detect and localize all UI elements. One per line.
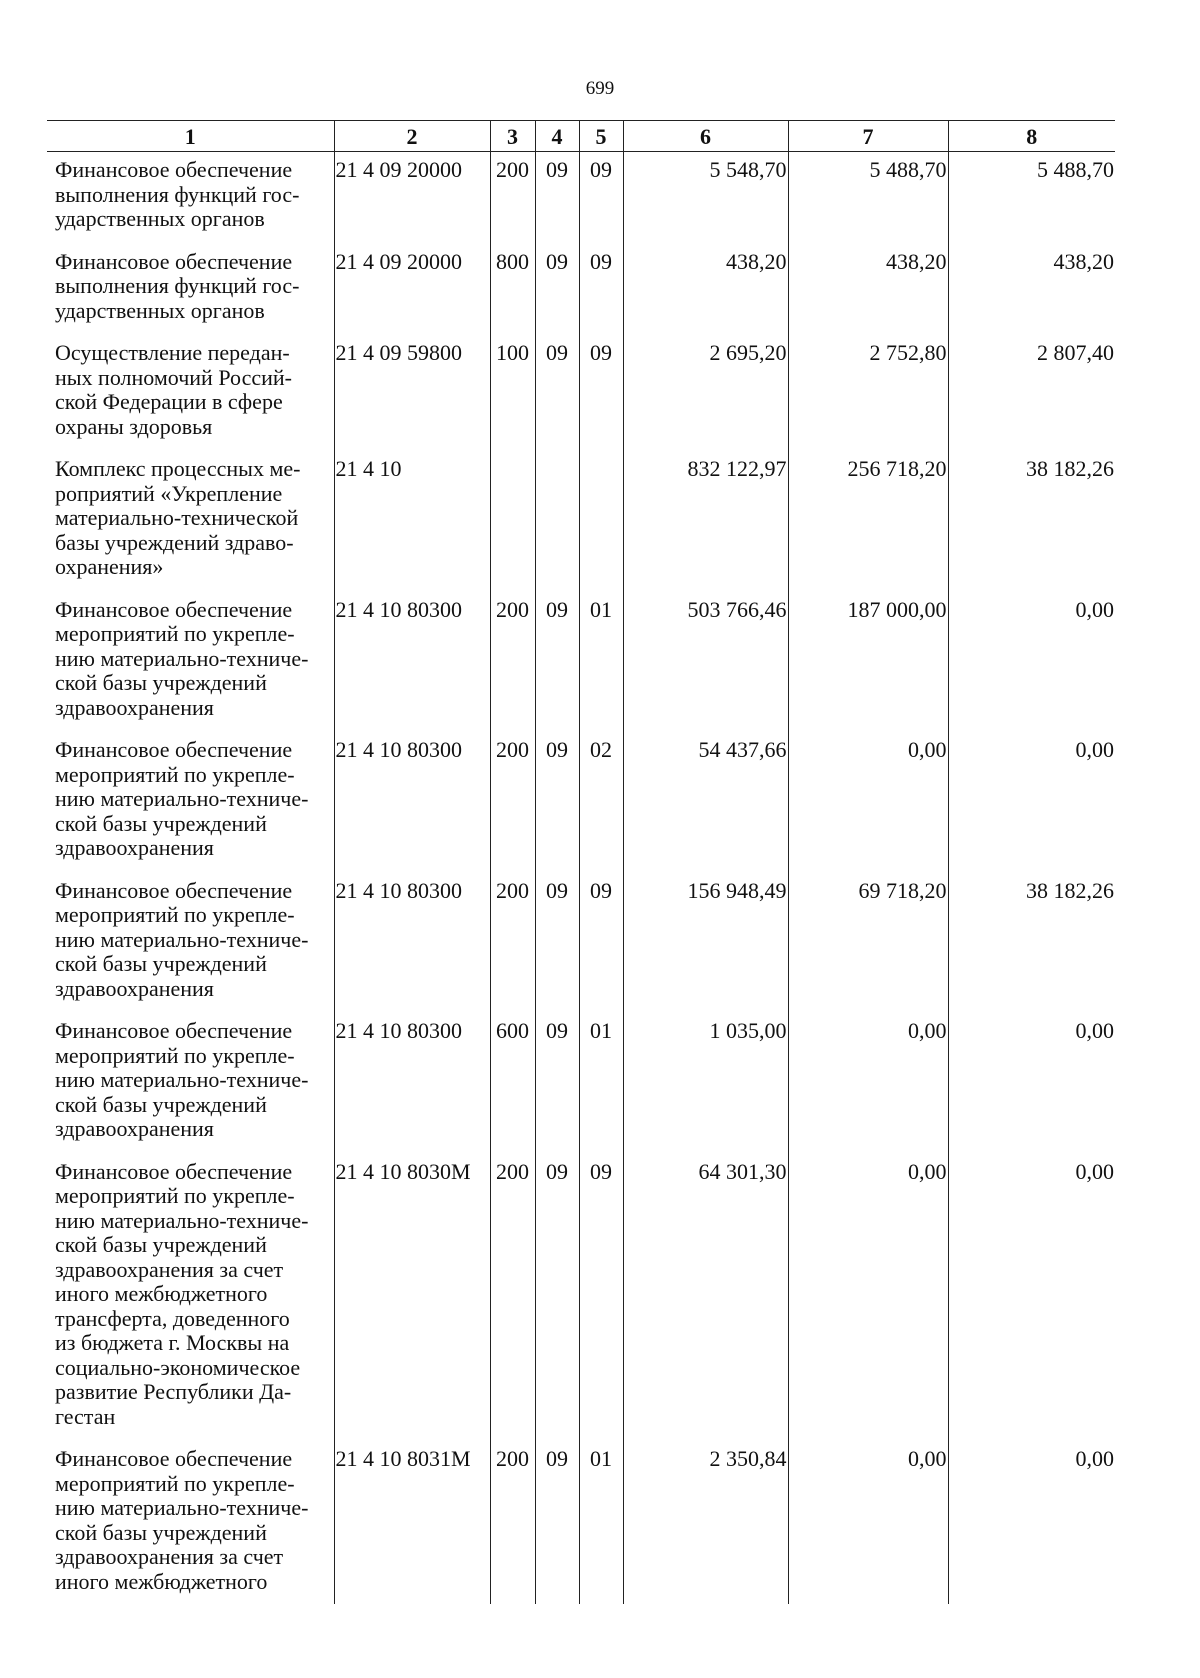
column-header-8: 8 — [948, 121, 1115, 152]
description-line: развитие Республики Да- — [55, 1379, 292, 1404]
row-expense-type: 200 — [490, 1154, 535, 1442]
row-subsection: 01 — [579, 1013, 623, 1154]
description-line: нию материально-техниче- — [55, 1495, 309, 1520]
column-header-3: 3 — [490, 121, 535, 152]
description-line: Финансовое обеспечение — [55, 1158, 293, 1184]
description-line: мероприятий по укрепле- — [55, 621, 295, 646]
table-row — [47, 152, 1115, 244]
description-line: иного межбюджетного — [55, 1568, 268, 1594]
description-line: гестан — [55, 1403, 116, 1429]
table-row — [47, 1013, 1115, 1154]
row-description — [47, 592, 334, 733]
row-amount-col7: 0,00 — [788, 1441, 948, 1604]
table-body — [47, 152, 1115, 1605]
row-amount-col8: 38 182,26 — [948, 451, 1115, 592]
row-amount-col6: 54 437,66 — [623, 732, 788, 873]
row-subsection: 01 — [579, 592, 623, 733]
row-expense-type: 600 — [490, 1013, 535, 1154]
row-subsection: 02 — [579, 732, 623, 873]
column-header-2: 2 — [334, 121, 490, 152]
row-expense-type: 200 — [490, 592, 535, 733]
description-line: ской Федерации в сфере — [55, 389, 283, 414]
row-expense-type: 100 — [490, 335, 535, 451]
table-row — [47, 1154, 1115, 1442]
description-line: нию материально-техниче- — [55, 645, 309, 671]
description-line: нию материально-техниче- — [55, 786, 309, 811]
description-line: здравоохранения — [55, 975, 214, 1001]
row-section — [535, 451, 579, 592]
row-subsection: 09 — [579, 335, 623, 451]
row-target-code: 21 4 10 8031М — [334, 1441, 490, 1604]
description-line: мероприятий по укрепле- — [55, 1183, 295, 1208]
row-amount-col7: 256 718,20 — [788, 451, 948, 592]
row-section: 09 — [535, 732, 579, 873]
row-amount-col8: 2 807,40 — [948, 335, 1115, 451]
description-line: роприятий «Укрепление — [55, 480, 283, 506]
row-description — [47, 335, 334, 451]
description-line: мероприятий по укрепле- — [55, 761, 295, 787]
description-line: ской базы учреждений — [55, 1519, 267, 1545]
description-line: из бюджета г. Москвы на — [55, 1330, 290, 1355]
row-amount-col8: 0,00 — [948, 1013, 1115, 1154]
table-row — [47, 732, 1115, 873]
row-amount-col6: 156 948,49 — [623, 873, 788, 1014]
row-amount-col6: 1 035,00 — [623, 1013, 788, 1154]
row-amount-col6: 832 122,97 — [623, 451, 788, 592]
row-target-code: 21 4 09 20000 — [334, 152, 490, 244]
row-amount-col7: 2 752,80 — [788, 335, 948, 451]
description-line: Финансовое обеспечение — [55, 737, 293, 762]
row-description — [47, 1013, 334, 1154]
description-line: ской базы учреждений — [55, 810, 267, 836]
description-line: нию материально-техниче- — [55, 1207, 309, 1233]
description-line: Финансовое обеспечение — [55, 877, 293, 903]
column-header-5: 5 — [579, 121, 623, 152]
description-line: здравоохранения — [55, 694, 214, 720]
description-line: ных полномочий Россий- — [55, 364, 292, 390]
description-line: Осуществление передан- — [55, 340, 290, 365]
description-line: мероприятий по укрепле- — [55, 902, 295, 927]
row-subsection: 01 — [579, 1441, 623, 1604]
row-section: 09 — [535, 244, 579, 336]
row-amount-col8: 438,20 — [948, 244, 1115, 336]
description-line: Комплекс процессных ме- — [55, 456, 301, 481]
description-line: здравоохранения за счет — [55, 1256, 284, 1282]
row-amount-col7: 0,00 — [788, 1013, 948, 1154]
row-amount-col7: 0,00 — [788, 732, 948, 873]
budget-table — [47, 120, 1115, 1604]
row-target-code: 21 4 10 — [334, 451, 490, 592]
row-amount-col8: 38 182,26 — [948, 873, 1115, 1014]
row-amount-col6: 5 548,70 — [623, 152, 788, 244]
description-line: Финансовое обеспечение — [55, 1446, 293, 1471]
description-line: материально-технической — [55, 505, 299, 530]
row-amount-col6: 503 766,46 — [623, 592, 788, 733]
column-header-7: 7 — [788, 121, 948, 152]
row-description — [47, 1441, 334, 1604]
table-row — [47, 1441, 1115, 1604]
description-line: Финансовое обеспечение — [55, 596, 293, 622]
row-section: 09 — [535, 1154, 579, 1442]
row-subsection: 09 — [579, 244, 623, 336]
description-line: выполнения функций гос- — [55, 181, 300, 207]
description-line: Финансовое обеспечение — [55, 248, 293, 274]
row-target-code: 21 4 10 8030М — [334, 1154, 490, 1442]
description-line: мероприятий по укрепле- — [55, 1042, 295, 1068]
row-description — [47, 152, 334, 244]
description-line: ударственных органов — [55, 297, 265, 323]
row-amount-col8: 0,00 — [948, 1154, 1115, 1442]
description-line: трансферта, доведенного — [55, 1305, 290, 1331]
row-description — [47, 732, 334, 873]
column-header-6: 6 — [623, 121, 788, 152]
row-section: 09 — [535, 1441, 579, 1604]
table-row — [47, 451, 1115, 592]
row-amount-col6: 2 350,84 — [623, 1441, 788, 1604]
row-amount-col8: 5 488,70 — [948, 152, 1115, 244]
row-amount-col7: 187 000,00 — [788, 592, 948, 733]
description-line: нию материально-техниче- — [55, 926, 309, 952]
row-amount-col8: 0,00 — [948, 732, 1115, 873]
row-target-code: 21 4 10 80300 — [334, 1013, 490, 1154]
description-line: здравоохранения за счет — [55, 1544, 284, 1569]
table-row — [47, 244, 1115, 336]
table-row — [47, 592, 1115, 733]
row-amount-col7: 5 488,70 — [788, 152, 948, 244]
row-target-code: 21 4 09 20000 — [334, 244, 490, 336]
column-header-4: 4 — [535, 121, 579, 152]
row-expense-type: 200 — [490, 873, 535, 1014]
row-section: 09 — [535, 1013, 579, 1154]
row-description — [47, 1154, 334, 1442]
row-description — [47, 873, 334, 1014]
row-expense-type: 200 — [490, 732, 535, 873]
description-line: мероприятий по укрепле- — [55, 1470, 295, 1496]
row-subsection — [579, 451, 623, 592]
row-expense-type: 800 — [490, 244, 535, 336]
row-subsection: 09 — [579, 152, 623, 244]
description-line: ской базы учреждений — [55, 1091, 267, 1117]
row-target-code: 21 4 10 80300 — [334, 732, 490, 873]
row-description — [47, 244, 334, 336]
row-expense-type: 200 — [490, 1441, 535, 1604]
row-amount-col7: 69 718,20 — [788, 873, 948, 1014]
row-expense-type — [490, 451, 535, 592]
description-line: социально-экономическое — [55, 1354, 301, 1380]
column-header-1: 1 — [47, 121, 334, 152]
row-target-code: 21 4 10 80300 — [334, 873, 490, 1014]
description-line: здравоохранения — [55, 1116, 214, 1141]
description-line: охранения» — [55, 554, 164, 579]
row-section: 09 — [535, 152, 579, 244]
row-amount-col6: 438,20 — [623, 244, 788, 336]
description-line: ударственных органов — [55, 206, 265, 231]
row-section: 09 — [535, 592, 579, 733]
row-target-code: 21 4 09 59800 — [334, 335, 490, 451]
table-header-row — [47, 121, 1115, 152]
row-target-code: 21 4 10 80300 — [334, 592, 490, 733]
row-amount-col7: 0,00 — [788, 1154, 948, 1442]
row-amount-col6: 2 695,20 — [623, 335, 788, 451]
description-line: охраны здоровья — [55, 413, 213, 439]
row-subsection: 09 — [579, 1154, 623, 1442]
row-subsection: 09 — [579, 873, 623, 1014]
row-expense-type: 200 — [490, 152, 535, 244]
description-line: иного межбюджетного — [55, 1281, 268, 1306]
row-amount-col8: 0,00 — [948, 592, 1115, 733]
row-section: 09 — [535, 335, 579, 451]
table-row — [47, 335, 1115, 451]
row-amount-col8: 0,00 — [948, 1441, 1115, 1604]
row-description — [47, 451, 334, 592]
description-line: ской базы учреждений — [55, 1232, 267, 1257]
row-section: 09 — [535, 873, 579, 1014]
description-line: здравоохранения — [55, 835, 214, 860]
description-line: Финансовое обеспечение — [55, 1018, 293, 1043]
description-line: Финансовое обеспечение — [55, 157, 293, 182]
description-line: нию материально-техниче- — [55, 1067, 309, 1092]
description-line: ской базы учреждений — [55, 670, 267, 695]
row-amount-col6: 64 301,30 — [623, 1154, 788, 1442]
table-row — [47, 873, 1115, 1014]
description-line: базы учреждений здраво- — [55, 529, 294, 555]
description-line: выполнения функций гос- — [55, 273, 300, 298]
page-number: 699 — [585, 78, 615, 99]
description-line: ской базы учреждений — [55, 951, 267, 976]
row-amount-col7: 438,20 — [788, 244, 948, 336]
